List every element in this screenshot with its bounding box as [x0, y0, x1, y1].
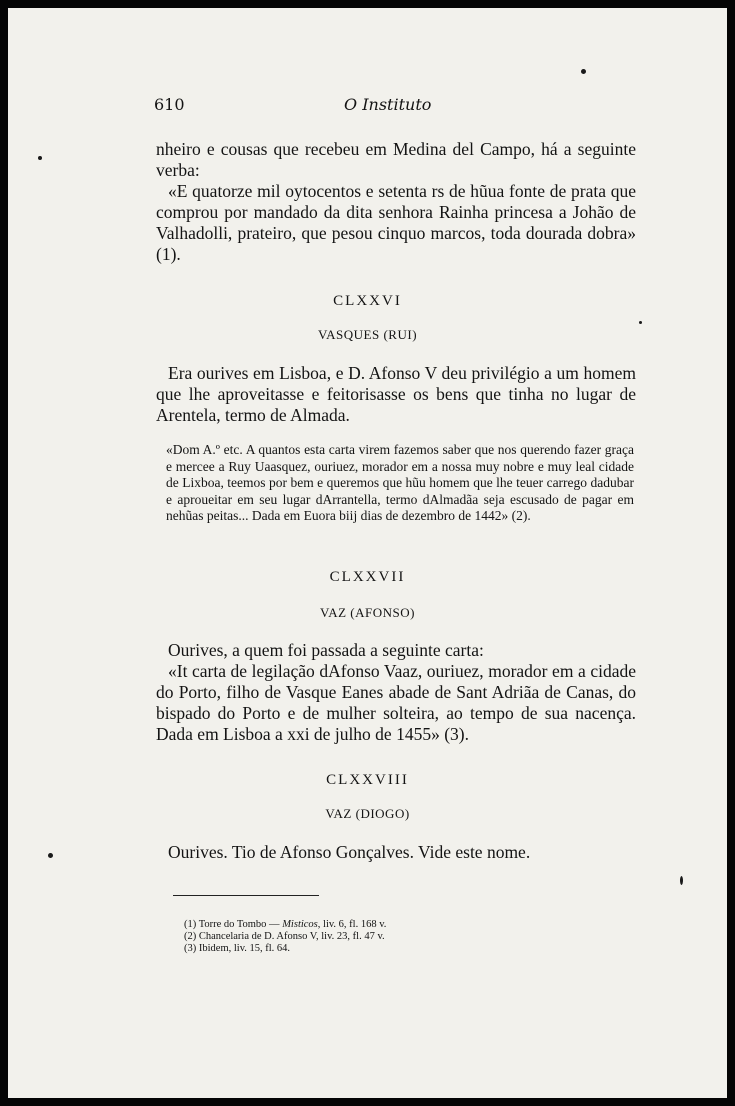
footnote-text: Torre do Tombo —: [198, 919, 283, 930]
footnote-mark: (3): [184, 943, 197, 954]
scan-speck: [48, 853, 53, 858]
paragraph: Ourives, a quem foi passada a seguinte carta:: [168, 640, 484, 660]
footnote: [184, 919, 564, 931]
footnote: [184, 931, 564, 943]
page-number: 610: [154, 95, 185, 114]
document-quote: [166, 442, 634, 525]
scan-speck: [581, 69, 586, 74]
paragraph: Era ourives em Lisboa, e D. Afonso V deu privilégio a um homem que lhe aproveitasse e feitorisasse os bens que tinha no lugar de Arentela, termo de Almada.: [156, 363, 636, 425]
paragraph: nheiro e cousas que recebeu em Medina del Campo, há a seguinte verba:: [156, 139, 636, 180]
entry-number: CLXXVI: [333, 293, 402, 309]
scan-speck: [38, 156, 42, 160]
entry-number: CLXXVIII: [326, 772, 409, 788]
entry-number: CLXXVII: [329, 569, 406, 585]
footnote-mark: (2): [184, 931, 197, 942]
footnote-text: Chancelaria de D. Afonso V, liv. 23, fl. 47 v.: [198, 931, 385, 942]
scan-speck: [639, 321, 642, 324]
footnote: [184, 943, 564, 955]
scan-speck: [680, 876, 683, 885]
running-title: O Instituto: [344, 95, 432, 114]
book-page: [8, 8, 727, 1098]
entry-text: [156, 363, 636, 426]
scanned-page-frame: [8, 8, 727, 1098]
footnote-rule: [173, 895, 319, 896]
entry-name: VAZ (AFONSO): [320, 605, 415, 620]
footnote-text: Ibidem, liv. 15, fl. 64.: [198, 943, 291, 954]
footnote-mark: (1): [184, 919, 197, 930]
footnote-source: Misticos: [282, 919, 318, 930]
footnotes: [184, 919, 564, 955]
running-header: [8, 95, 727, 117]
quoted-paragraph: «It carta de legilação dAfonso Vaaz, ouriuez, morador em a cidade do Porto, filho de Vasque Eanes abade de Sant Adriãa de Canas, do bispado do Porto e de mulher solteira, ao tempo de sua nacença. Dada em Lisboa a xxi de julho de 1455» (3).: [156, 661, 636, 744]
paragraph: Ourives. Tio de Afonso Gonçalves. Vide este nome.: [168, 842, 531, 862]
quote-text: «Dom A.º etc. A quantos esta carta virem fazemos saber que nos querendo fazer graça e mercee a Ruy Uaasquez, ouriuez, morador em a nossa muy nobre e muy leal cidade de Lixboa, teemos por bem e queremos que hũu homem que lhe teuer carrego dadubar e aproueitar em seu lugar dArrantella, termo dAlmadãa seja escusado de pagar em nehũas peitas... Dada em Euora biij dias de dezembro de 1442» (2).: [166, 442, 634, 523]
entry-text: [156, 842, 636, 863]
footnote-text-end: , liv. 6, fl. 168 v.: [317, 919, 387, 930]
entry-name: VASQUES (RUI): [317, 327, 418, 342]
quoted-paragraph: «E quatorze mil oytocentos e setenta rs de hũua fonte de prata que comprou por mandado da dita senhora Rainha princesa a Johão de Valhadolli, prateiro, que pesou cinquo marcos, toda dourada dobra» (1).: [156, 181, 636, 264]
continued-entry: [156, 139, 636, 265]
entry-text: [156, 640, 636, 745]
entry-name: VAZ (DIOGO): [325, 806, 410, 821]
